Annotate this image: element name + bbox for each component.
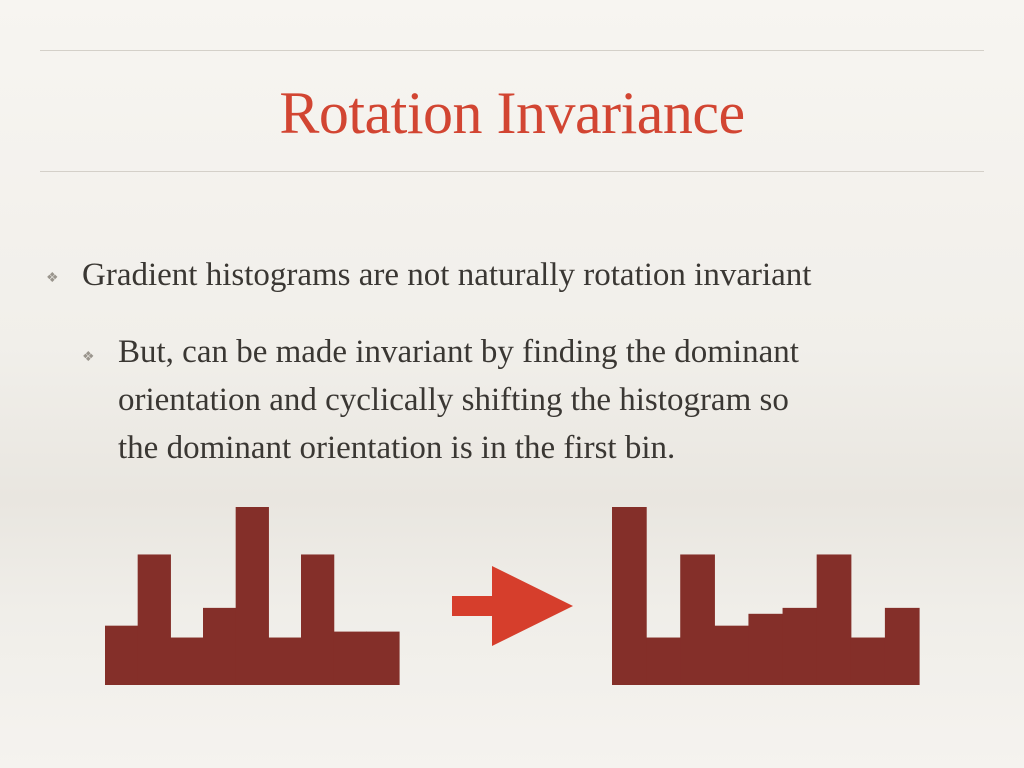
hist-before-bin-6 [268,638,301,685]
bullet-2-line-1: But, can be made invariant by finding the dominant [118,334,799,370]
hist-after-bin-4 [714,626,749,685]
diamond-bullet-icon: ❖ [46,271,59,286]
hist-after-bin-2 [646,638,681,685]
bullet-level-1 [46,254,812,296]
hist-before-bin-5 [236,507,269,685]
hist-before-bin-2 [138,554,171,685]
slide-title: Rotation Invariance [279,80,745,146]
bullet-2-line-2: orientation and cyclically shifting the histogram so [118,382,789,418]
hist-before-bin-3 [170,638,203,685]
hist-before-bin-7 [301,554,334,685]
bullet-1-text: Gradient histograms are not naturally rotation invariant [82,257,812,293]
top-rule [40,50,984,51]
hist-before-bin-9 [366,632,399,685]
hist-after-bin-8 [851,638,886,685]
bullet-2-line-3: the dominant orientation is in the first bin. [118,430,676,466]
right-arrow-icon [452,566,573,646]
hist-after-bin-6 [783,608,818,685]
histogram-before [105,507,400,685]
hist-before-bin-8 [334,632,367,685]
hist-after-bin-9 [885,608,920,685]
bullet-level-2 [82,328,968,472]
hist-before-bin-1 [105,626,138,685]
hist-after-bin-3 [680,554,715,685]
hist-after-bin-7 [817,554,852,685]
histogram-after [612,507,920,685]
title-underline-rule [40,171,984,172]
hist-after-bin-1 [612,507,647,685]
hist-after-bin-5 [748,614,783,685]
diamond-bullet-icon: ❖ [82,350,95,365]
histogram-shift-figure [0,490,1024,700]
hist-before-bin-4 [203,608,236,685]
